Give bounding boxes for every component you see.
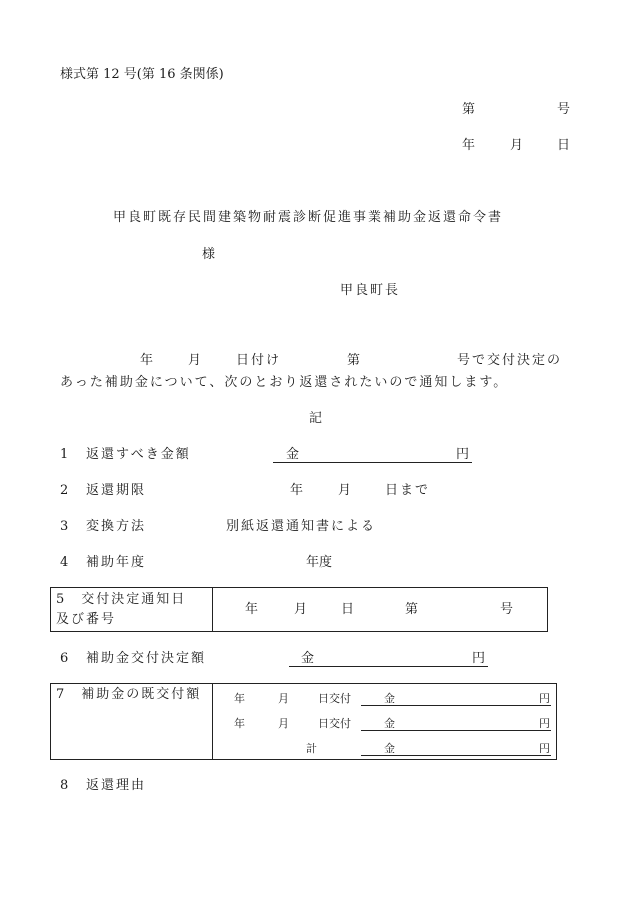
item5-nen: 年	[245, 602, 259, 617]
item5-hi: 日	[341, 602, 355, 617]
item1-label: 返還すべき金額	[86, 447, 191, 462]
item5-go: 号	[500, 602, 514, 617]
header-nen: 年	[462, 138, 476, 153]
item7-row2-en: 円	[539, 717, 550, 730]
item2-number: 2	[60, 483, 69, 498]
item7-row1-kin: 金	[384, 692, 395, 705]
item5-divider	[212, 587, 213, 632]
header-go: 号	[557, 102, 571, 117]
item7-divider	[212, 683, 213, 760]
ki-label: 記	[309, 411, 323, 426]
item2-made: 日まで	[385, 483, 431, 498]
item5-tsuki: 月	[294, 602, 308, 617]
header-hi: 日	[557, 138, 571, 153]
body-tail1: 号で交付決定の	[457, 353, 563, 368]
item7-row2-kin: 金	[384, 717, 395, 730]
item3-number: 3	[60, 519, 69, 534]
item5-label-line2: 及び番号	[56, 612, 117, 627]
item7-row1-underline	[361, 705, 551, 706]
item8-label: 返還理由	[86, 778, 147, 793]
item6-number: 6	[60, 651, 69, 666]
item1-kin: 金	[286, 447, 300, 462]
item5-label-line1: 5 交付決定通知日	[56, 592, 187, 607]
item7-total-kin: 金	[384, 742, 395, 755]
item4-number: 4	[60, 555, 69, 570]
item7-row1-nen: 年	[234, 692, 245, 705]
item7-label: 7 補助金の既交付額	[56, 687, 202, 702]
item1-amount-underline	[273, 462, 472, 463]
item1-number: 1	[60, 447, 69, 462]
form-reference: 様式第 12 号(第 16 条関係)	[60, 67, 224, 82]
body-line2: あった補助金について、次のとおり返還されたいので通知します。	[60, 375, 509, 390]
item7-row1-kofu: 日交付	[318, 692, 351, 705]
item6-label: 補助金交付決定額	[86, 651, 207, 666]
header-dai: 第	[462, 102, 476, 117]
item4-label: 補助年度	[86, 555, 147, 570]
body-nen: 年	[140, 353, 154, 368]
item7-row2-kofu: 日交付	[318, 717, 351, 730]
item2-label: 返還期限	[86, 483, 147, 498]
body-hizuke: 日付け	[236, 353, 282, 368]
item3-value: 別紙返還通知書による	[226, 519, 377, 534]
item6-kin: 金	[301, 651, 315, 666]
item6-en: 円	[472, 651, 486, 666]
item6-amount-underline	[289, 666, 488, 667]
item7-row2-tsuki: 月	[278, 717, 289, 730]
item7-total-kei: 計	[306, 742, 317, 755]
item7-total-en: 円	[539, 742, 550, 755]
item7-total-underline	[361, 755, 551, 756]
item7-row1-en: 円	[539, 692, 550, 705]
item4-value: 年度	[306, 555, 333, 570]
item3-label: 変換方法	[86, 519, 147, 534]
item2-tsuki: 月	[338, 483, 352, 498]
item2-nen: 年	[290, 483, 304, 498]
header-tsuki: 月	[510, 138, 524, 153]
addressee-suffix: 様	[202, 247, 216, 262]
document-title: 甲良町既存民間建築物耐震診断促進事業補助金返還命令書	[113, 210, 504, 225]
item8-number: 8	[60, 778, 69, 793]
item7-row2-underline	[361, 730, 551, 731]
body-tsuki: 月	[188, 353, 202, 368]
item5-dai: 第	[405, 602, 419, 617]
item1-en: 円	[456, 447, 470, 462]
item7-row1-tsuki: 月	[278, 692, 289, 705]
body-dai: 第	[347, 353, 361, 368]
item7-row2-nen: 年	[234, 717, 245, 730]
issuer: 甲良町長	[340, 283, 401, 298]
